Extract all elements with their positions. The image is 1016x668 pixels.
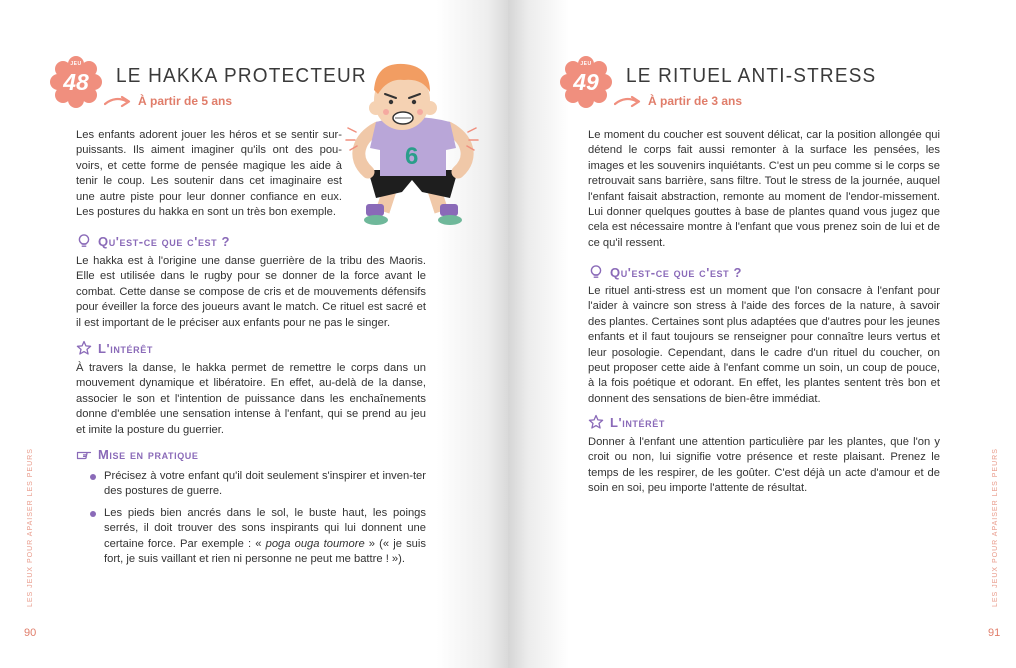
age-text: À partir de 3 ans: [648, 94, 743, 108]
game-number-badge: [50, 56, 102, 108]
running-head: LES JEUX POUR APAISER LES PEURS: [27, 448, 34, 607]
list-item: Les pieds bien ancrés dans le sol, le buste haut, les poings serrés, il doit trouver des sons inspirants qui lui donnent une certaine force. Par exemple : « poga ouga toumore » (« je suis fort, je suis vaillant et rien ni personne ne peut me battre ! »).: [90, 506, 426, 568]
running-head: LES JEUX POUR APAISER LES PEURS: [992, 448, 999, 607]
game-title: LE RITUEL ANTI-STRESS: [626, 65, 877, 88]
what-paragraph: Le hakka est à l'origine une danse guerrière de la tribu des Maoris. Elle est utilisée dans le rugby pour se donner de la force avant le combat. Cette danse se compose de cris et de mouvements défensifs pour éveiller la force des joueurs avant le match. Ce rituel est sacré et il est important de le préciser aux enfants pour ne pas le singer.: [76, 255, 426, 329]
section-heading-what: Qu'est-ce que c'est ?: [76, 233, 230, 249]
section-heading-what: Qu'est-ce que c'est ?: [588, 264, 742, 280]
interest-paragraph: À travers la danse, le hakka permet de remettre le corps dans un mouvement dynamique et libératoire. En effet, au-delà de la danse, associer le son et l'intention de puissance dans les enchaînements donne d'emblée une sensation intense à l'enfant, qui se prend au jeu et imite la posture du guerrier.: [76, 362, 426, 436]
star-icon: [588, 414, 604, 430]
intro-paragraph: Le moment du coucher est souvent délicat, car la position allongée qui détend le corps fait aussi remonter à la surface les pensées, les images et les souvenirs inquiétants. C'est un peu comme si le corps se retrouvait sans barrière, sans filtre. Tout le stress de la journée, auquel l'enfant faisait abstraction, remonte au moment de l'endor-missement. Lui donner quelques gouttes à base de plantes quand vous jugez que cela est nécessaire montre à l'enfant que vous prenez soin de lui et de ce qu'il ressent.: [588, 129, 940, 249]
lightbulb-icon: [76, 233, 92, 249]
section-heading-interest: L'intérêt: [588, 414, 665, 430]
practice-list: [90, 469, 426, 573]
arrow-right-icon: [614, 94, 642, 108]
badge-label: JEU: [580, 61, 592, 67]
age-text: À partir de 5 ans: [138, 94, 233, 108]
star-icon: [76, 340, 92, 356]
arrow-right-icon: [104, 94, 132, 108]
pointing-hand-icon: [76, 446, 92, 462]
game-title: LE HAKKA PROTECTEUR: [116, 65, 367, 88]
shirt-number: 6: [405, 143, 419, 170]
child-illustration: [338, 58, 488, 230]
what-paragraph: Le rituel anti-stress est un moment que l'on consacre à l'enfant pour l'aider à vaincre son stress à l'aide des forces de la nature, à savoir des plantes. Certaines sont plus adaptées que d'autres pour les jeunes enfants et il faut toujours se renseigner pour connaître leurs vertus et leur posologie. Cependant, dans le cadre d'un rituel du coucher, on peut proposer cette aide à l'enfant comme un soin, un coup de pouce, à la fois poétique et odorant. En effet, les plantes sentent très bon et donnent des sensations de bien-être immédiat.: [588, 285, 940, 405]
bullet-dot: [90, 474, 96, 480]
intro-paragraph: Les enfants adorent jouer les héros et se sentir sur-puissants. Ils aiment imaginer qu'ils ont des pou-voirs, et cette forme de pensée magique les aide à tenir le coup. Les soutenir dans cet imaginaire est une autre piste pour leur donner confiance en eux. Les postures du hakka en sont un très bon exemple.: [76, 129, 342, 219]
lightbulb-icon: [588, 264, 604, 280]
age-line: [614, 94, 742, 108]
right-page: [508, 0, 1016, 668]
page-number: 90: [24, 627, 37, 639]
badge-number: 48: [63, 69, 89, 95]
game-number-badge: [560, 56, 612, 108]
page-number: 91: [988, 627, 1001, 639]
age-line: [104, 94, 232, 108]
section-heading-interest: L'intérêt: [76, 340, 153, 356]
list-item: Précisez à votre enfant qu'il doit seulement s'inspirer et inven-ter des postures de guerre.: [90, 469, 426, 500]
badge-number: 49: [573, 69, 599, 95]
badge-label: JEU: [70, 61, 82, 67]
interest-paragraph: Donner à l'enfant une attention particulière par les plantes, que l'on y croit ou non, lui signifie votre présence et reste plaisant. Prenez le temps de les respirer, de les goûter. C'est déjà un acte d'amour et de soin en soi, peu importe l'attente de résultat.: [588, 436, 940, 495]
bullet-dot: [90, 511, 96, 517]
section-heading-practice: Mise en pratique: [76, 446, 199, 462]
